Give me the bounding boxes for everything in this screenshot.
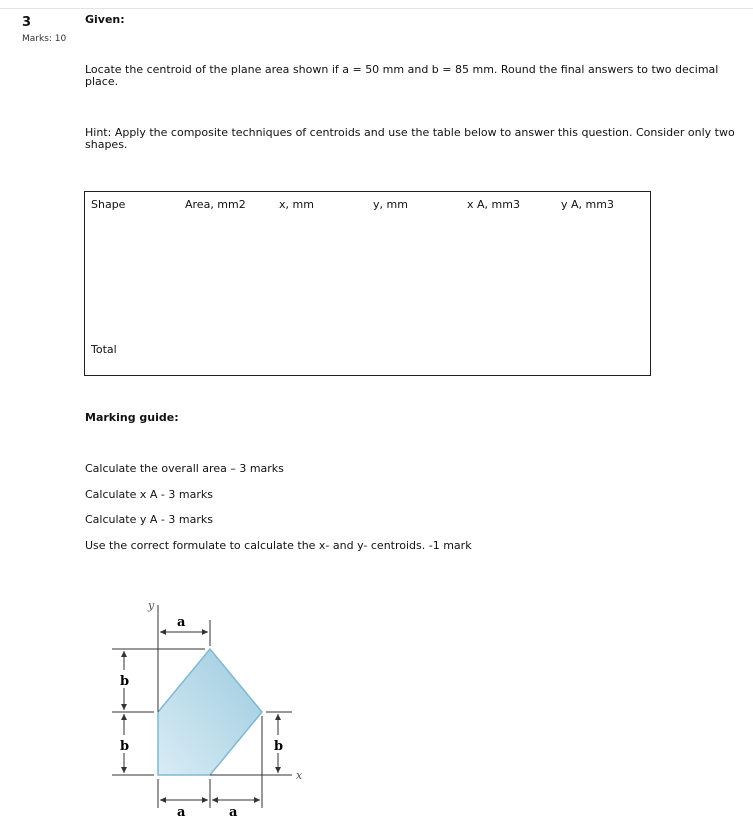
guide-item-formula: Use the correct formulate to calculate the x- and y- centroids. -1 mark bbox=[85, 539, 472, 552]
header-shape: Shape bbox=[91, 198, 126, 211]
hint bbox=[85, 127, 735, 151]
hint-line-1: Hint: Apply the composite techniques of centroids and use the table below to answer this question. Consider only two bbox=[85, 126, 735, 139]
guide-item-area: Calculate the overall area – 3 marks bbox=[85, 462, 284, 475]
answer-table bbox=[84, 191, 651, 376]
marking-guide-title: Marking guide: bbox=[85, 411, 179, 424]
question-marks: Marks: 10 bbox=[22, 34, 67, 44]
dim-b-right: b bbox=[274, 739, 284, 754]
problem-line-2: place. bbox=[85, 75, 119, 88]
total-row-label: Total bbox=[91, 343, 117, 356]
question-number: 3 bbox=[22, 15, 32, 30]
plane-area-figure bbox=[100, 590, 320, 820]
top-divider bbox=[0, 8, 753, 9]
header-y: y, mm bbox=[373, 198, 408, 211]
problem-line-1: Locate the centroid of the plane area shown if a = 50 mm and b = 85 mm. Round the final answers to two decimal bbox=[85, 63, 719, 76]
guide-item-xa: Calculate x A - 3 marks bbox=[85, 488, 213, 501]
guide-item-ya: Calculate y A - 3 marks bbox=[85, 513, 213, 526]
hint-line-2: shapes. bbox=[85, 138, 128, 151]
x-axis-label: x bbox=[296, 769, 303, 782]
dim-a-bottom-left: a bbox=[177, 805, 186, 820]
composite-shape bbox=[158, 649, 262, 775]
dim-b-left-upper: b bbox=[120, 674, 130, 689]
header-xa: x A, mm3 bbox=[467, 198, 520, 211]
dim-b-left-lower: b bbox=[120, 739, 130, 754]
header-x: x, mm bbox=[279, 198, 314, 211]
given-label: Given: bbox=[85, 13, 125, 26]
problem-statement bbox=[85, 64, 735, 88]
dim-a-top: a bbox=[177, 615, 186, 630]
y-axis-label: y bbox=[148, 599, 155, 612]
dim-a-bottom-right: a bbox=[229, 805, 238, 820]
header-area: Area, mm2 bbox=[185, 198, 246, 211]
header-ya: y A, mm3 bbox=[561, 198, 614, 211]
